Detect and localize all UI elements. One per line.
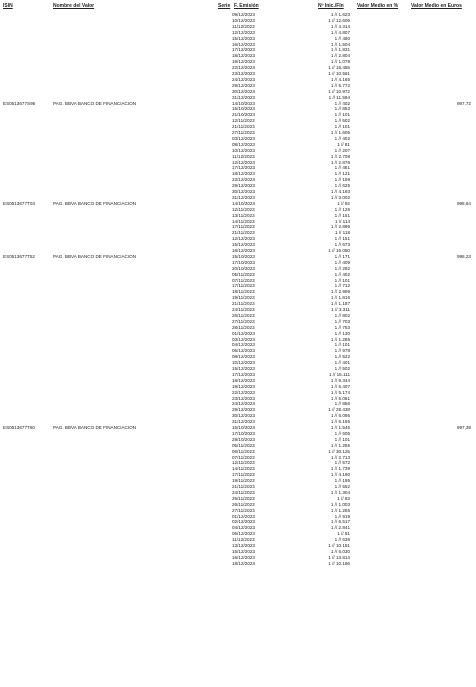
emission-date: 01/12/2023 <box>232 513 255 519</box>
range-value: 1 // 5.772 <box>330 82 350 88</box>
emission-date: 08/12/2023 <box>232 141 255 147</box>
group-name: PAG. BBVA BANCO DE FINANCIACION <box>53 200 137 206</box>
emission-date: 06/11/2023 <box>232 448 255 454</box>
group-value-euros: 997,72 <box>456 100 471 106</box>
range-value: 1 // 101 <box>334 436 350 442</box>
range-value: 1 // 1.079 <box>330 59 350 65</box>
header-nombre: Nombre del Valor <box>53 3 95 9</box>
header-fecha: F. Emisión <box>234 3 259 9</box>
emission-date: 14/11/2023 <box>232 218 255 224</box>
header-euros: Valor Medio en Euros <box>411 3 462 9</box>
range-value: 1 // 552 <box>334 484 350 489</box>
emission-date: 18/12/2023 <box>232 560 255 566</box>
emission-date: 31/12/2023 <box>232 419 255 425</box>
range-value: 1 // 3.311 <box>331 307 350 312</box>
emission-date: 11/12/2023 <box>232 537 255 543</box>
emission-date: 04/12/2023 <box>232 342 255 348</box>
range-value: 1 // 636 <box>334 537 350 543</box>
group-value-euros: 997,39 <box>456 425 471 430</box>
range-value: 1 // 81 <box>337 531 350 537</box>
emission-date: 28/11/2023 <box>232 324 255 330</box>
emission-date: 21/10/2023 <box>232 112 255 118</box>
range-value: 1 // 207 <box>334 147 350 153</box>
emission-date: 21/11/2023 <box>232 301 255 307</box>
emission-date: 11/12/2023 <box>232 153 255 159</box>
emission-date: 13/12/2023 <box>232 543 255 548</box>
range-value: 1 // 6.407 <box>330 383 350 389</box>
emission-date: 23/12/2023 <box>232 177 255 183</box>
range-value: 1 // 1.187 <box>330 301 350 307</box>
emission-date: 05/11/2023 <box>232 442 255 448</box>
range-value: 1 // 151 <box>334 236 350 242</box>
emission-date: 15/12/2023 <box>232 242 255 248</box>
range-value: 1 // 461 <box>334 165 350 171</box>
range-value: 1 // 605 <box>334 430 350 436</box>
emission-date: 29/12/2023 <box>232 82 255 88</box>
emission-date: 23/12/2023 <box>232 395 255 401</box>
range-value: 1 // 15.050 <box>328 248 350 253</box>
range-value: 1 // 2.708 <box>330 153 350 159</box>
emission-date: 07/11/2023 <box>232 454 255 460</box>
range-value: 1 // 1.545 <box>330 425 350 430</box>
range-value: 1 // 92 <box>337 200 350 206</box>
range-value: 1 // 1.265 <box>330 336 350 342</box>
emission-date: 13/11/2023 <box>232 212 255 218</box>
emission-date: 18/12/2023 <box>232 53 255 59</box>
range-value: 1 // 2.999 <box>330 289 350 295</box>
range-value: 1 // 6.165 <box>330 419 350 425</box>
emission-date: 18/11/2023 <box>232 289 255 295</box>
range-value: 1 // 1.739 <box>330 466 350 472</box>
range-value: 1 // 5.174 <box>330 389 350 395</box>
group-name: PAG. BBVA BANCO DE FINANCIACION <box>53 253 137 259</box>
range-value: 1 // 101 <box>334 124 350 130</box>
emission-date: 20/10/2023 <box>232 265 255 271</box>
range-value: 1 // 853 <box>334 106 350 112</box>
range-value: 1 // 15.111 <box>328 371 350 377</box>
emission-date: 17/10/2023 <box>232 430 255 436</box>
range-value: 1 // 169 <box>334 177 350 183</box>
emission-date: 15/10/2023 <box>232 106 255 112</box>
emission-date: 18/12/2023 <box>232 171 255 177</box>
emission-date: 15/12/2023 <box>232 35 255 41</box>
emission-date: 27/11/2023 <box>232 130 255 135</box>
emission-date: 22/12/2023 <box>232 65 255 71</box>
emission-date: 10/12/2023 <box>232 17 255 23</box>
range-value: 1 // 1.831 <box>330 47 350 53</box>
emission-date: 12/11/2023 <box>232 460 255 466</box>
emission-date: 07/11/2023 <box>232 277 255 283</box>
emission-date: 01/12/2023 <box>232 330 255 336</box>
emission-date: 14/10/2023 <box>232 200 255 206</box>
emission-date: 27/11/2023 <box>232 507 255 513</box>
emission-date: 24/11/2023 <box>232 307 255 312</box>
emission-date: 12/11/2023 <box>232 118 255 124</box>
range-value: 1 // 1.623 <box>330 12 350 17</box>
emission-date: 17/12/2023 <box>232 165 255 171</box>
range-value: 1 // 4.190 <box>330 472 350 478</box>
range-value: 1 // 13.814 <box>328 554 350 560</box>
range-value: 1 // 2.841 <box>330 525 350 531</box>
range-value: 1 // 101 <box>334 112 350 118</box>
range-value: 1 // 703 <box>334 318 350 324</box>
emission-date: 10/12/2023 <box>232 360 255 366</box>
emission-date: 21/11/2023 <box>232 124 255 130</box>
range-value: 1 // 30.125 <box>328 448 350 454</box>
range-value: 1 // 1.255 <box>330 442 350 448</box>
range-value: 1 // 10.972 <box>328 88 350 94</box>
emission-date: 21/11/2023 <box>232 484 255 489</box>
emission-date: 24/12/2023 <box>232 76 255 82</box>
range-value: 1 // 502 <box>334 118 350 124</box>
range-value: 1 // 402 <box>334 271 350 277</box>
range-value: 1 // 919 <box>334 513 350 519</box>
emission-date: 17/12/2023 <box>232 371 255 377</box>
range-value: 1 // 1.255 <box>330 507 350 513</box>
range-value: 1 // 114 <box>335 218 350 224</box>
emission-date: 12/12/2023 <box>232 159 255 165</box>
emission-date: 16/12/2023 <box>232 41 255 47</box>
range-value: 1 // 16.455 <box>328 65 350 71</box>
emission-date: 11/12/2023 <box>232 23 255 29</box>
emission-date: 16/12/2023 <box>232 554 255 560</box>
emission-date: 26/11/2023 <box>232 501 255 507</box>
group-value-euros: 998,64 <box>456 200 471 206</box>
range-value: 1 // 101 <box>334 342 350 348</box>
range-value: 1 // 11.594 <box>328 94 350 100</box>
emission-date: 22/12/2023 <box>232 389 255 395</box>
emission-date: 21/11/2023 <box>232 230 255 236</box>
emission-date: 19/12/2023 <box>232 59 255 65</box>
range-value: 1 // 2.896 <box>330 224 350 230</box>
emission-date: 15/12/2023 <box>232 366 255 371</box>
range-value: 1 // 130 <box>334 330 350 336</box>
range-value: 1 // 978 <box>334 348 350 354</box>
emission-date: 14/11/2023 <box>232 466 255 472</box>
header-rango: Nº Inic./Fin <box>318 3 344 9</box>
emission-date: 04/12/2023 <box>232 525 255 531</box>
emission-date: 19/11/2023 <box>232 295 255 301</box>
range-value: 1 // 4.807 <box>330 29 350 35</box>
emission-date: 17/11/2023 <box>232 472 255 478</box>
emission-date: 28/10/2023 <box>232 436 255 442</box>
emission-date: 24/11/2023 <box>232 489 255 495</box>
range-value: 1 // 502 <box>334 366 350 371</box>
group-isin: ES0513677S95 <box>3 100 36 106</box>
range-value: 1 // 171 <box>334 253 350 259</box>
emission-date: 30/12/2023 <box>232 88 255 94</box>
range-value: 1 // 4.165 <box>330 76 350 82</box>
emission-date: 29/12/2023 <box>232 407 255 413</box>
range-value: 1 // 625 <box>334 183 350 189</box>
range-value: 1 // 118 <box>335 230 350 236</box>
range-value: 1 // 401 <box>334 360 350 366</box>
emission-date: 12/12/2023 <box>232 29 255 35</box>
emission-date: 29/12/2023 <box>232 183 255 189</box>
emission-date: 10/12/2023 <box>232 147 255 153</box>
table-row <box>0 561 476 567</box>
range-value: 1 // 1.304 <box>330 489 350 495</box>
range-value: 1 // 712 <box>334 283 350 289</box>
emission-date: 05/11/2023 <box>232 271 255 277</box>
emission-date: 26/11/2023 <box>232 312 255 318</box>
range-value: 1 // 2.713 <box>330 454 350 460</box>
range-value: 1 // 460 <box>334 35 350 41</box>
range-value: 1 // 83 <box>337 495 350 501</box>
range-value: 1 // 673 <box>334 242 350 248</box>
header-serie: Serie <box>218 3 231 9</box>
emission-date: 15/10/2023 <box>232 253 255 259</box>
range-value: 1 // 126 <box>334 206 350 212</box>
emission-date: 30/12/2023 <box>232 189 255 194</box>
range-value: 1 // 28.438 <box>328 407 350 413</box>
emission-date: 03/12/2023 <box>232 135 255 141</box>
range-value: 1 // 10.561 <box>328 71 350 76</box>
range-value: 1 // 5.061 <box>330 395 350 401</box>
range-value: 1 // 195 <box>334 478 350 484</box>
range-value: 1 // 856 <box>334 401 350 407</box>
group-name: PAG. BBVA BANCO DE FINANCIACION <box>53 425 137 430</box>
emission-date: 19/11/2023 <box>232 478 255 484</box>
emission-date: 27/11/2023 <box>232 318 255 324</box>
range-value: 1 // 5.095 <box>330 413 350 419</box>
range-value: 1 // 1.816 <box>330 295 350 301</box>
emission-date: 17/11/2023 <box>232 224 255 230</box>
emission-date: 05/12/2023 <box>232 348 255 354</box>
range-value: 1 // 572 <box>334 460 350 466</box>
range-value: 1 // 2.876 <box>330 159 350 165</box>
range-value: 1 // 4.314 <box>330 23 350 29</box>
emission-date: 23/12/2023 <box>232 71 255 76</box>
emission-date: 31/12/2023 <box>232 194 255 200</box>
emission-date: 31/12/2023 <box>232 94 255 100</box>
group-isin: ES0513677T60 <box>3 425 35 430</box>
emission-date: 16/12/2023 <box>232 248 255 253</box>
emission-date: 03/12/2023 <box>232 336 255 342</box>
range-value: 1 // 151 <box>334 212 350 218</box>
emission-date: 17/11/2023 <box>232 283 255 289</box>
emission-date: 14/10/2023 <box>232 100 255 106</box>
range-value: 1 // 402 <box>334 100 350 106</box>
emission-date: 25/11/2023 <box>232 495 255 501</box>
range-value: 1 // 4.193 <box>330 189 350 194</box>
range-value: 1 // 6.517 <box>330 519 350 525</box>
range-value: 1 // 402 <box>334 135 350 141</box>
range-value: 1 // 101 <box>334 277 350 283</box>
range-value: 1 // 292 <box>334 265 350 271</box>
group-name: PAG. BBVA BANCO DE FINANCIACION <box>53 100 137 106</box>
emission-date: 05/12/2023 <box>232 531 255 537</box>
range-value: 1 // 1.605 <box>330 130 350 135</box>
range-value: 1 // 12.609 <box>328 17 350 23</box>
emission-date: 15/10/2023 <box>232 425 255 430</box>
range-value: 1 // 2.804 <box>330 53 350 59</box>
range-value: 1 // 81 <box>337 141 350 147</box>
range-value: 1 // 9.344 <box>330 377 350 383</box>
emission-date: 08/12/2023 <box>232 354 255 360</box>
range-value: 1 // 522 <box>334 354 350 360</box>
range-value: 1 // 121 <box>334 171 350 177</box>
emission-date: 15/12/2023 <box>232 548 255 554</box>
range-value: 1 // 1.003 <box>330 501 350 507</box>
group-isin: ES0513677T52 <box>3 253 35 259</box>
emission-date: 30/12/2023 <box>232 413 255 419</box>
range-value: 1 // 10.161 <box>328 543 350 548</box>
emission-date: 09/12/2023 <box>232 12 255 17</box>
header-pct: Valor Medio en % <box>357 3 399 9</box>
group-isin: ES0513677T03 <box>3 200 35 206</box>
range-value: 1 // 10.166 <box>328 560 350 566</box>
range-value: 1 // 753 <box>334 324 350 330</box>
emission-date: 12/12/2023 <box>232 236 255 242</box>
range-value: 1 // 5.030 <box>330 548 350 554</box>
emission-date: 12/11/2023 <box>232 206 255 212</box>
range-value: 1 // 802 <box>334 312 350 318</box>
header-isin: ISIN <box>3 3 13 9</box>
group-value-euros: 998,23 <box>456 253 471 259</box>
emission-date: 02/12/2023 <box>232 519 255 525</box>
emission-date: 24/12/2023 <box>232 401 255 407</box>
emission-date: 17/10/2023 <box>232 259 255 265</box>
emission-date: 17/12/2023 <box>232 47 255 53</box>
range-value: 1 // 3.002 <box>330 194 350 200</box>
emission-date: 18/12/2023 <box>232 377 255 383</box>
emission-date: 19/12/2023 <box>232 383 255 389</box>
range-value: 1 // 409 <box>334 259 350 265</box>
range-value: 1 // 1.504 <box>330 41 350 47</box>
